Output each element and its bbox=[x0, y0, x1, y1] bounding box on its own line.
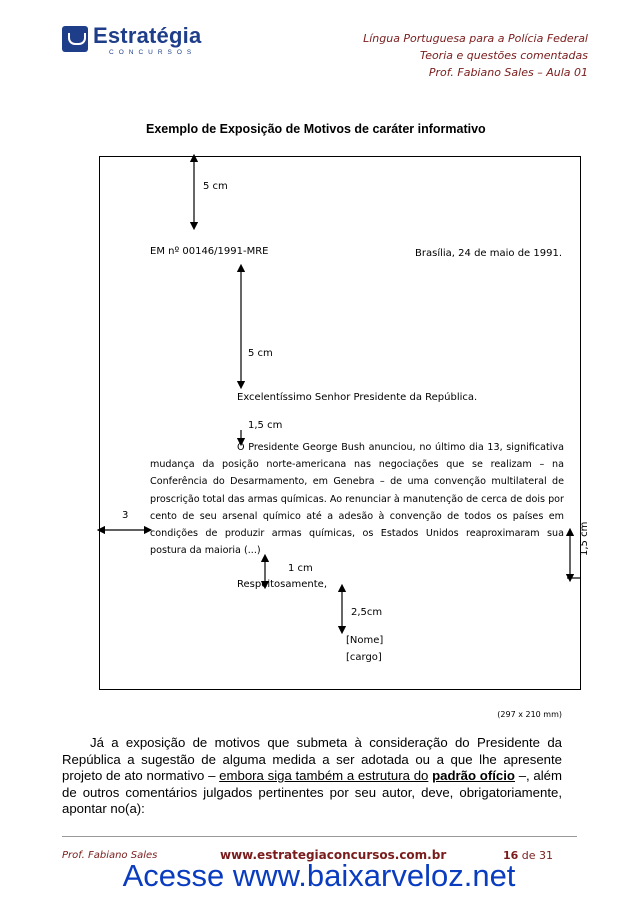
footer-author: Prof. Fabiano Sales bbox=[62, 850, 158, 861]
closing: Respeitosamente, bbox=[237, 579, 327, 590]
header-lesson: Prof. Fabiano Sales – Aula 01 bbox=[428, 66, 588, 79]
dim-right-label: 1,5 cm bbox=[579, 521, 590, 556]
em-number: EM nº 00146/1991-MRE bbox=[150, 246, 269, 257]
dim-sign-label: 2,5cm bbox=[351, 607, 383, 618]
figure-title: Exemplo de Exposição de Motivos de caráter informativo bbox=[146, 122, 486, 136]
header-subtitle: Teoria e questões comentadas bbox=[419, 49, 588, 62]
body-text-end: –, além de outros comentários julgados pertinentes por seu autor, deve, obrigatoriamente, apontar no(a): bbox=[62, 768, 562, 816]
example-paragraph: O Presidente George Bush anunciou, no último dia 13, significativa mudança da posição norte-americana nas negociações que se realizam – na Conferência do Desarmamento, em Genebra – de uma convenção multilateral de proscrição total das armas químicas. Ao renunciar à manutenção de cerca de dois por cento de seu arsenal químico até a adesão à convenção de todos os países em condições de produzir armas químicas, os Estados Unidos reaproximaram sua postura da maioria (...) bbox=[150, 442, 564, 557]
banner-link[interactable]: Acesse www.baixarveloz.net bbox=[122, 858, 516, 893]
header-course: Língua Portuguesa para a Polícia Federal bbox=[363, 32, 588, 45]
paper-size: (297 x 210 mm) bbox=[497, 710, 562, 719]
dim-one-label: 1 cm bbox=[288, 563, 313, 574]
page-total: de 31 bbox=[518, 849, 554, 862]
footer-divider bbox=[62, 836, 577, 837]
dim-small-label: 1,5 cm bbox=[248, 420, 283, 431]
salutation: Excelentíssimo Senhor Presidente da República. bbox=[237, 392, 478, 403]
signer-role: [cargo] bbox=[346, 652, 382, 663]
body-text-underlined: embora siga também a estrutura do bbox=[219, 768, 429, 783]
page-number: 16 bbox=[503, 849, 519, 862]
dim-top-label: 5 cm bbox=[203, 181, 228, 192]
dim-left-label: 3 bbox=[122, 510, 129, 521]
body-text-bold: padrão ofício bbox=[432, 768, 515, 783]
body-paragraph bbox=[62, 735, 562, 818]
logo-name: Estratégia bbox=[93, 23, 202, 48]
signer-name: [Nome] bbox=[346, 635, 384, 646]
footer-site[interactable]: www.estrategiaconcursos.com.br bbox=[220, 848, 447, 862]
dim-mid-label: 5 cm bbox=[248, 348, 273, 359]
logo-subtitle: CONCURSOS bbox=[109, 49, 197, 56]
body-text-start: Já a exposição de motivos que submeta à consideração do Presidente da República a sugestão de alguma medida a ser adotada ou a que lhe apresente projeto de ato normativo – bbox=[62, 735, 562, 783]
place-date: Brasília, 24 de maio de 1991. bbox=[415, 248, 562, 259]
